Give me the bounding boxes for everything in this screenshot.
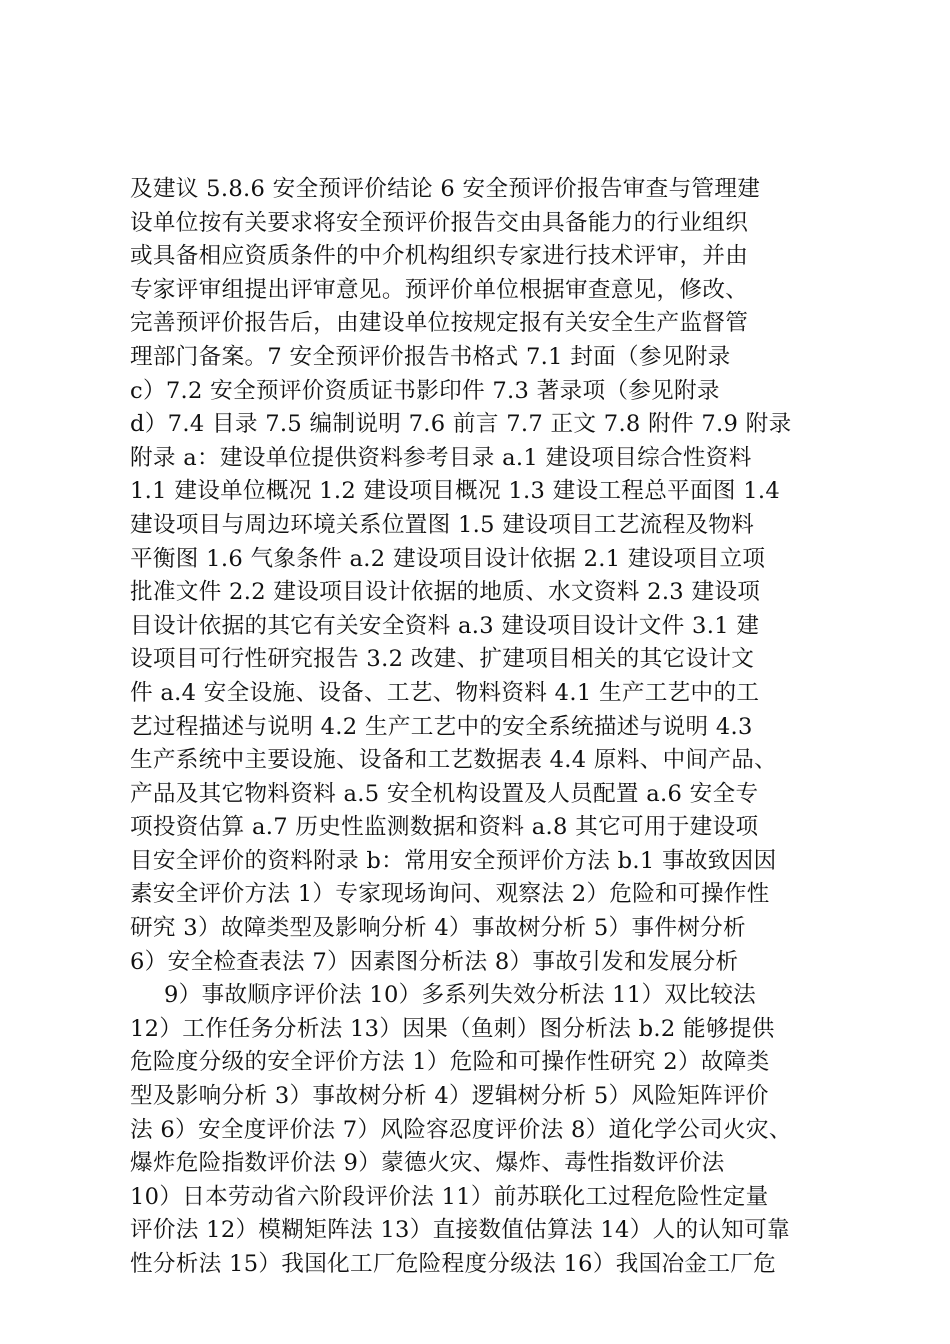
text-line: 评价法 12）模糊矩阵法 13）直接数值估算法 14）人的认知可靠 bbox=[130, 1217, 790, 1244]
text-line: 建设项目与周边环境关系位置图 1.5 建设项目工艺流程及物料 bbox=[130, 511, 755, 538]
text-line: 性分析法 15）我国化工厂危险程度分级法 16）我国冶金工厂危 bbox=[130, 1251, 777, 1277]
text-line: 设项目可行性研究报告 3.2 改建、扩建项目相关的其它设计文 bbox=[130, 646, 755, 673]
text-line: c）7.2 安全预评价资质证书影印件 7.3 著录项（参见附录 bbox=[130, 377, 720, 404]
text-line: 平衡图 1.6 气象条件 a.2 建设项目设计依据 2.1 建设项目立项 bbox=[130, 545, 766, 572]
text-line: 附录 a：建设单位提供资料参考目录 a.1 建设项目综合性资料 bbox=[130, 444, 752, 471]
text-line: 产品及其它物料资料 a.5 安全机构设置及人员配置 a.6 安全专 bbox=[130, 780, 759, 807]
text-line: 理部门备案。7 安全预评价报告书格式 7.1 封面（参见附录 bbox=[130, 343, 731, 370]
text-line: 批准文件 2.2 建设项目设计依据的地质、水文资料 2.3 建设项 bbox=[130, 579, 761, 606]
text-line: 完善预评价报告后，由建设单位按规定报有关安全生产监督管 bbox=[130, 310, 749, 337]
text-line: 素安全评价方法 1）专家现场询问、观察法 2）危险和可操作性 bbox=[130, 881, 770, 908]
body-text bbox=[130, 173, 830, 1282]
text-line: 12）工作任务分析法 13）因果（鱼刺）图分析法 b.2 能够提供 bbox=[130, 1015, 775, 1042]
text-line: 研究 3）故障类型及影响分析 4）事故树分析 5）事件树分析 bbox=[130, 915, 746, 942]
text-line: 或具备相应资质条件的中介机构组织专家进行技术评审，并由 bbox=[130, 243, 749, 270]
text-line: 1.1 建设单位概况 1.2 建设项目概况 1.3 建设工程总平面图 1.4 bbox=[130, 478, 781, 505]
text-line: 6）安全检查表法 7）因素图分析法 8）事故引发和发展分析 bbox=[130, 948, 739, 975]
text-line: 艺过程描述与说明 4.2 生产工艺中的安全系统描述与说明 4.3 bbox=[130, 713, 753, 740]
text-line: 型及影响分析 3）事故树分析 4）逻辑树分析 5）风险矩阵评价 bbox=[130, 1083, 769, 1110]
text-line: 目安全评价的资料附录 b：常用安全预评价方法 b.1 事故致因因 bbox=[130, 847, 777, 874]
text-line: 设单位按有关要求将安全预评价报告交由具备能力的行业组织 bbox=[130, 209, 749, 236]
text-line: 及建议 5.8.6 安全预评价结论 6 安全预评价报告审查与管理建 bbox=[130, 176, 761, 202]
text-line: d）7.4 目录 7.5 编制说明 7.6 前言 7.7 正文 7.8 附件 7.9 附录 bbox=[130, 411, 792, 438]
text-line: 危险度分级的安全评价方法 1）危险和可操作性研究 2）故障类 bbox=[130, 1049, 770, 1076]
text-line: 爆炸危险指数评价法 9）蒙德火灾、爆炸、毒性指数评价法 bbox=[130, 1150, 725, 1177]
text-line: 专家评审组提出评审意见。预评价单位根据审查意见，修改、 bbox=[130, 276, 749, 303]
text-line: 生产系统中主要设施、设备和工艺数据表 4.4 原料、中间产品、 bbox=[130, 747, 778, 774]
text-line: 目设计依据的其它有关安全资料 a.3 建设项目设计文件 3.1 建 bbox=[130, 612, 760, 639]
text-line: 10）日本劳动省六阶段评价法 11）前苏联化工过程危险性定量 bbox=[130, 1183, 769, 1210]
text-line: 项投资估算 a.7 历史性监测数据和资料 a.8 其它可用于建设项 bbox=[130, 814, 759, 841]
text-line: 法 6）安全度评价法 7）风险容忍度评价法 8）道化学公司火灾、 bbox=[130, 1116, 792, 1143]
text-line: 件 a.4 安全设施、设备、工艺、物料资料 4.1 生产工艺中的工 bbox=[130, 679, 760, 706]
paragraph-first-line: 9）事故顺序评价法 10）多系列失效分析法 11）双比较法 bbox=[164, 982, 756, 1009]
